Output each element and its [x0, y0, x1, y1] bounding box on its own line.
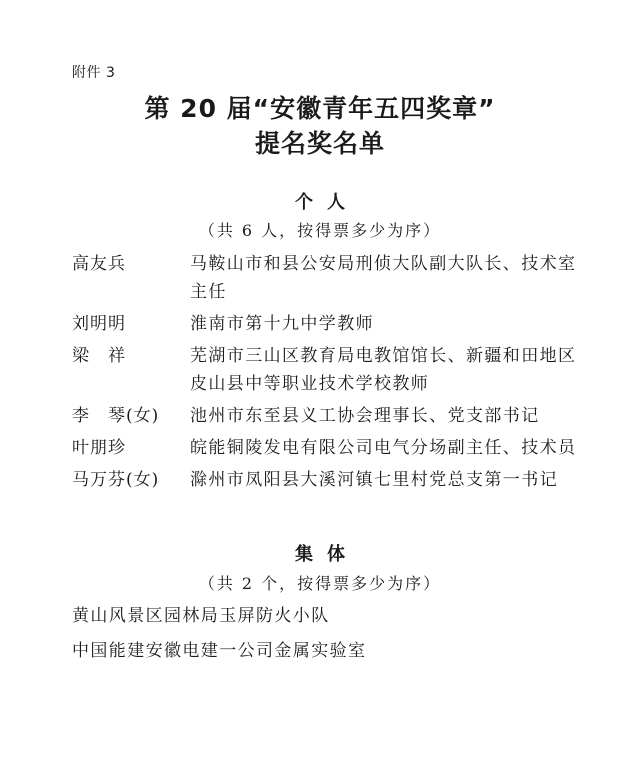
attachment-label: 附件 3 [72, 65, 116, 81]
list-item: 黄山风景区园林局玉屏防火小队 [72, 606, 330, 626]
collectives-note: （共 2 个，按得票多少为序） [198, 574, 442, 593]
list-item [72, 466, 592, 494]
list-item [72, 310, 592, 338]
person-name: 高友兵 [72, 254, 126, 274]
collectives-list [72, 602, 592, 672]
list-item: 中国能建安徽电建一公司金属实验室 [72, 641, 367, 661]
person-description: 芜湖市三山区教育局电教馆馆长、新疆和田地区皮山县中等职业技术学校教师 [190, 346, 577, 394]
person-name: 李 琴(女) [72, 406, 160, 426]
person-name: 梁 祥 [72, 346, 126, 366]
list-item [72, 250, 592, 306]
person-name: 刘明明 [72, 314, 126, 334]
person-description: 马鞍山市和县公安局刑侦大队副大队长、技术室主任 [190, 254, 577, 302]
list-item [72, 434, 592, 462]
document-title: 第 20 届“安徽青年五四奖章” [144, 94, 496, 123]
collectives-heading: 集体 [295, 544, 359, 565]
person-name: 马万芬(女) [72, 470, 160, 490]
individuals-list [72, 250, 592, 498]
individuals-note: （共 6 人，按得票多少为序） [198, 221, 442, 240]
person-description: 滁州市凤阳县大溪河镇七里村党总支第一书记 [190, 470, 558, 490]
person-name: 叶朋珍 [72, 438, 126, 458]
person-description: 淮南市第十九中学教师 [190, 314, 374, 334]
document-subtitle: 提名奖名单 [254, 129, 385, 158]
person-description: 皖能铜陵发电有限公司电气分场副主任、技术员 [190, 438, 577, 458]
individuals-heading: 个人 [295, 192, 359, 213]
person-description: 池州市东至县义工协会理事长、党支部书记 [190, 406, 540, 426]
list-item [72, 342, 592, 398]
list-item [72, 402, 592, 430]
